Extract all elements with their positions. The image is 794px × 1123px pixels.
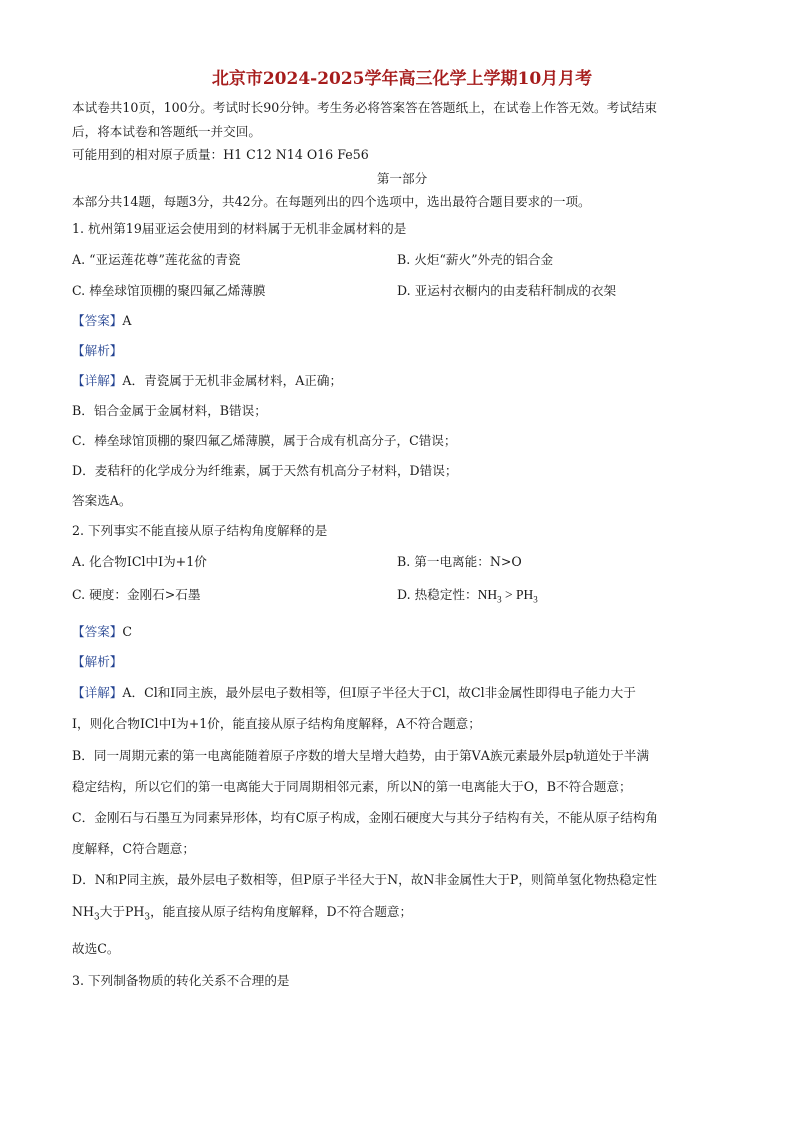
question-1-detail-d: D．麦秸秆的化学成分为纤维素，属于天然有机高分子材料，D错误；	[72, 462, 458, 478]
exam-page	[72, 66, 732, 996]
detail-tag: 【详解】	[72, 372, 123, 388]
question-1-options-row-2	[72, 275, 732, 306]
question-2-analysis-tag: 【解析】	[72, 654, 123, 670]
detail-tag: 【详解】	[72, 685, 123, 701]
question-1-option-c: C. 棒垒球馆顶棚的聚四氟乙烯薄膜	[72, 282, 266, 298]
question-1-detail-c: C．棒垒球馆顶棚的聚四氟乙烯薄膜，属于合成有机高分子，C错误；	[72, 432, 457, 448]
question-2-option-a: A. 化合物ICl中I为+1价	[72, 553, 207, 569]
answer-tag: 【答案】	[72, 624, 123, 640]
question-2-detail-c-1: C．金刚石与石墨互为同素异形体，均有C原子构成，金刚石硬度大与其分子结构有关，不能从原子结构角	[72, 810, 658, 825]
question-1-stem: 1. 杭州第19届亚运会使用到的材料属于无机非金属材料的是	[72, 220, 407, 236]
question-2-options-row-1	[72, 546, 732, 577]
question-2-answer	[72, 617, 732, 647]
question-1-option-a: A. “亚运莲花尊”莲花盆的青瓷	[72, 251, 241, 267]
intro-line-1: 本试卷共10页，100分。考试时长90分钟。考生务必将答案答在答题纸上，在试卷上作答无效。考试结束	[72, 100, 658, 115]
question-2-options-row-2	[72, 577, 732, 618]
section-heading: 第一部分	[376, 170, 428, 186]
question-1-detail-a	[72, 366, 732, 396]
question-2-option-d	[397, 577, 722, 618]
question-1-answer	[72, 306, 732, 336]
page-title: 北京市2024-2025学年高三化学上学期10月月考	[211, 69, 593, 89]
answer-tag: 【答案】	[72, 312, 123, 328]
question-2-conclusion: 故选C。	[72, 941, 120, 957]
question-1-conclusion: 答案选A。	[72, 492, 132, 508]
question-2-detail-d-1: D．N和P同主族，最外层电子数相等，但P原子半径大于N，故N非金属性大于P，则简单氢化物热稳定性	[72, 872, 657, 888]
formula-nh3: $NH_3 > PH_3$	[477, 586, 538, 605]
question-2-detail-a-2: I，则化合物ICl中I为+1价，能直接从原子结构角度解释，A不符合题意；	[72, 716, 481, 732]
question-1-option-d: D. 亚运村衣橱内的由麦秸秆制成的衣架	[397, 282, 617, 298]
question-1-options-row-1	[72, 244, 732, 275]
answer-value: A	[122, 312, 132, 328]
question-2-detail-d-2: $NH_3$大于$PH_3$，能直接从原子结构角度解释，D不符合题意；	[72, 903, 413, 923]
question-1-detail-b: B．铝合金属于金属材料，B错误；	[72, 402, 267, 418]
question-1-analysis-tag: 【解析】	[72, 342, 123, 358]
atomic-masses: 可能用到的相对原子质量：H1 C12 N14 O16 Fe56	[72, 147, 369, 162]
question-2-detail-b-1: B．同一周期元素的第一电离能随着原子序数的增大呈增大趋势，由于第ⅤA族元素最外层p轨道处于半满	[72, 747, 650, 763]
question-2-detail-b-2: 稳定结构，所以它们的第一电离能大于同周期相邻元素，所以N的第一电离能大于O，B不符合题意；	[72, 778, 632, 794]
question-2-option-b: B. 第一电离能：N>O	[397, 553, 522, 569]
question-1-option-b: B. 火炬“薪火”外壳的铝合金	[397, 251, 554, 267]
intro-line-2: 后，将本试卷和答题纸一并交回。	[72, 123, 261, 139]
detail-text: A．青瓷属于无机非金属材料，A正确；	[122, 372, 343, 388]
question-3-stem: 3. 下列制备物质的转化关系不合理的是	[72, 972, 290, 988]
section-instruction: 本部分共14题，每题3分，共42分。在每题列出的四个选项中，选出最符合题目要求的一项。	[72, 194, 591, 209]
detail-text: A．Cl和I同主族，最外层电子数相等，但I原子半径大于Cl，故Cl非金属性即得电子能力大于	[122, 685, 636, 701]
question-2-detail-a-1	[72, 677, 732, 708]
question-2-detail-c-2: 度解释，C符合题意；	[72, 841, 195, 857]
question-2-option-c: C. 硬度：金刚石>石墨	[72, 586, 201, 602]
question-2-stem: 2. 下列事实不能直接从原子结构角度解释的是	[72, 522, 328, 538]
option-d-label: D. 热稳定性：	[397, 586, 478, 602]
answer-value: C	[122, 624, 133, 640]
